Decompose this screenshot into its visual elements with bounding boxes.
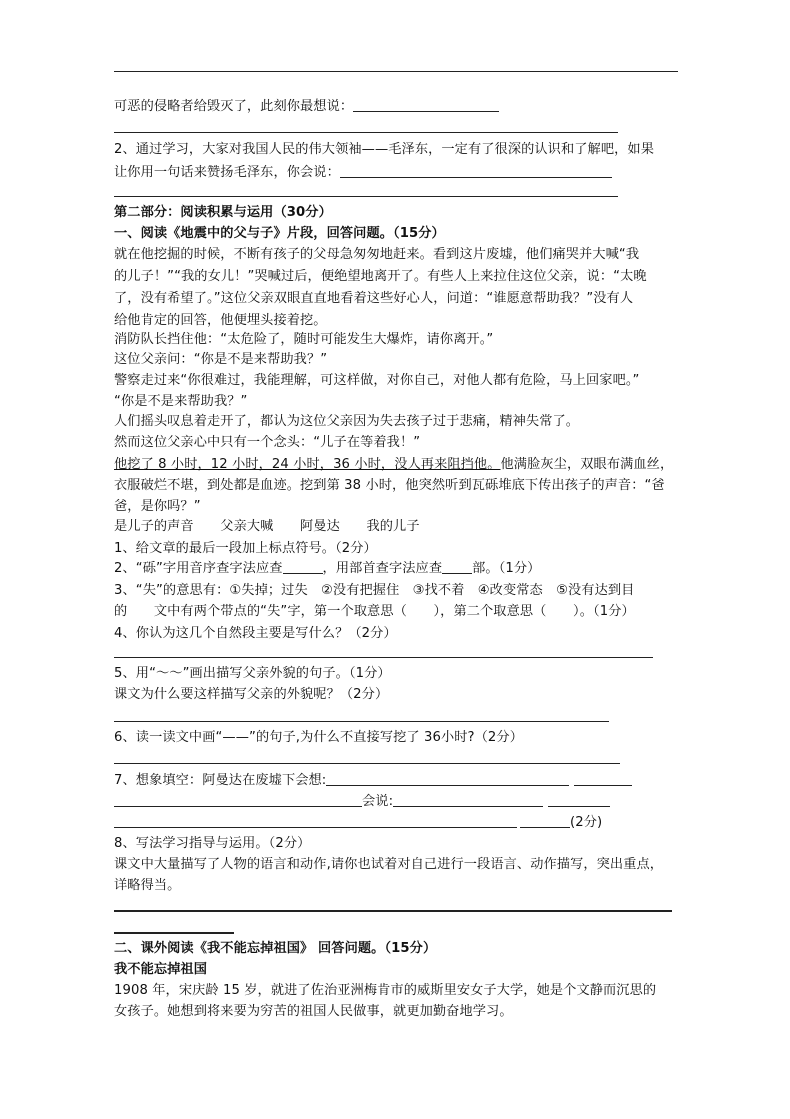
question-7-line3: (2分) [114,813,602,833]
question-5b: 课文为什么要这样描写父亲的外貌呢？（2分） [114,687,389,702]
reading2-line: 女孩子。她想到将来要为穷苦的祖国人民做事，就更加勤奋地学习。 [114,1004,513,1019]
question-4: 4、你认为这几个自然段主要是写什么？（2分） [114,626,397,641]
top-rule [114,71,678,72]
passage-line: 警察走过来“你很难过，我能理解，可这样做，对你自己，对他人都有危险，马上回家吧。” [114,373,640,388]
question-5: 5、用“～～”画出描写父亲外貌的句子。（1分） [114,666,391,681]
passage-line: 爸，是你吗？” [114,499,201,514]
q2-pinyin-blank[interactable] [283,560,323,574]
q2-line2: 让你用一句话来赞扬毛泽东，你会说： [114,163,612,183]
question-8-line1: 课文中大量描写了人物的语言和动作,请你也试着对自己进行一段语言、动作描写，突出重点， [114,857,664,872]
passage-line: 消防队长挡住他：“太危险了，随时可能发生大爆炸，请你离开。” [114,332,494,347]
q6-answer-rule [114,763,620,764]
passage-line: 衣服破烂不堪，到处都是血迹。挖到第 38 小时，他突然听到瓦砾堆底下传出孩子的声音：“爸 [114,478,665,493]
q7-say-blank[interactable] [393,793,543,807]
question-3-line2: 的 文中有两个带点的“失”字，第一个取意思（ ），第二个取意思（ ）。（1分） [114,604,635,619]
answer-prompt-line: 可恶的侵略者给毁灭了，此刻你最想说： [114,97,499,117]
q5-answer-rule [114,721,609,722]
part2-title: 第二部分：阅读积累与运用（30分） [114,205,332,220]
q2-blank[interactable] [340,164,612,178]
question-7: 7、想象填空：阿曼达在废墟下会想: [114,771,632,791]
q4-answer-rule [114,657,653,658]
question-2: 2、“砾”字用音序查字法应查 ，用部首查字法应查 部。（1分） [114,561,541,576]
q2-line1: 2、通过学习，大家对我国人民的伟大领袖——毛泽东，一定有了很深的认识和了解吧，如果 [114,142,654,157]
q7-say-blank-3[interactable] [114,814,517,828]
answer-blank[interactable] [353,98,499,112]
q2-answer-rule [114,196,618,197]
question-1: 1、给文章的最后一段加上标点符号。（2分） [114,541,377,556]
question-8-line2: 详略得当。 [114,878,181,893]
passage-line-underlined: 他挖了 8 小时，12 小时，24 小时，36 小时，没人再来阻挡他。他满脸灰尘，双眼布满血丝， [114,457,674,472]
passage-line: 的儿子！”“我的女儿！”哭喊过后，便绝望地离开了。有些人上来拉住这位父亲，说：“太晚 [114,269,647,284]
passage-line: 就在他挖掘的时候，不断有孩子的父母急匆匆地赶来。看到这片废墟，他们痛哭并大喊“我 [114,247,640,262]
answer-rule [114,132,618,133]
q8-answer-rule-short [114,932,234,934]
q7-say-blank-2[interactable] [548,793,610,807]
q7-think-blank-3[interactable] [114,793,362,807]
q8-answer-rule [114,910,672,912]
underlined-sentence: 他挖了 8 小时，12 小时，24 小时，36 小时，没人再来阻挡他。 [114,457,501,472]
passage-line: 这位父亲问：“你是不是来帮助我？” [114,352,328,367]
reading1-title: 一、阅读《地震中的父与子》片段，回答问题。（15分） [114,226,445,241]
passage-line: “你是不是来帮助我？” [114,394,248,409]
question-6: 6、读一读文中画“——”的句子,为什么不直接写挖了 36小时?（2分） [114,730,523,745]
last-paragraph: 是儿子的声音 父亲大喊 阿曼达 我的儿子 [114,519,420,534]
reading2-subtitle: 我不能忘掉祖国 [114,962,208,977]
passage-line: 了，没有希望了。”这位父亲双眼直直地看着这些好心人，问道：“谁愿意帮助我？”没有人 [114,291,634,306]
passage-line: 然而这位父亲心中只有一个念头：“儿子在等着我！” [114,435,421,450]
q7-say-blank-4[interactable] [520,814,570,828]
q7-think-blank-2[interactable] [574,772,632,786]
question-3-line1: 3、“失”的意思有：①失掉；过失 ②没有把握住 ③找不着 ④改变常态 ⑤没有达到目 [114,583,635,598]
q7-think-blank[interactable] [326,772,569,786]
question-7-line2: 会说: [114,792,610,812]
passage-line: 人们摇头叹息着走开了，都认为这位父亲因为失去孩子过于悲痛，精神失常了。 [114,414,580,429]
reading2-title: 二、课外阅读《我不能忘掉祖国》 回答问题。（15分） [114,941,437,956]
question-8: 8、写法学习指导与运用。（2分） [114,836,311,851]
passage-line: 给他肯定的回答，他便埋头接着挖。 [114,313,327,328]
reading2-line: 1908 年，宋庆龄 15 岁，就进了佐治亚洲梅肯市的威斯里安女子大学，她是个文静而沉思的 [114,983,657,998]
q2-radical-blank[interactable] [442,560,472,574]
